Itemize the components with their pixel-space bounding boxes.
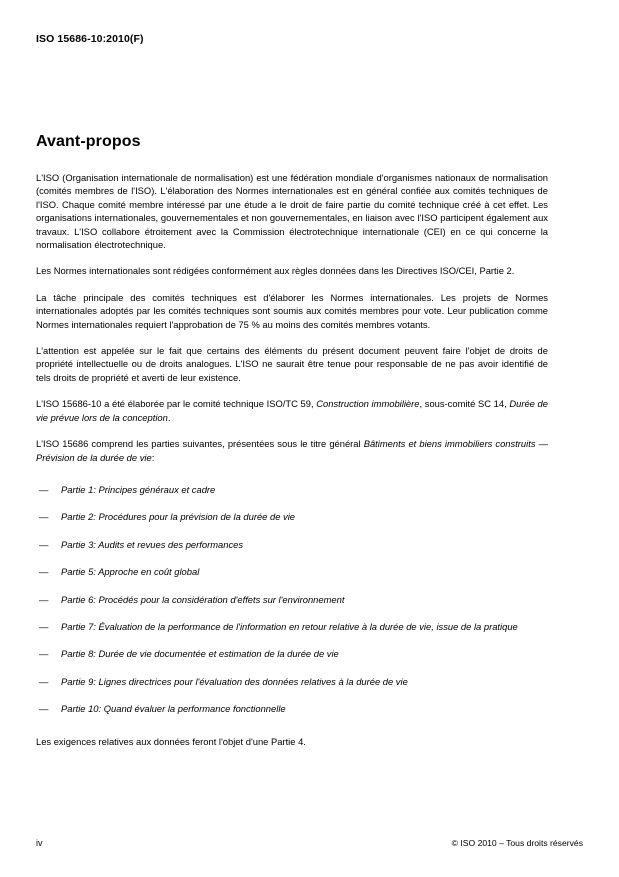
- paragraph-patent-rights: L'attention est appelée sur le fait que certains des éléments du présent document peuvent faire l'objet de droits de propriété intellectuelle ou de droits analogues. L'ISO ne saurait être tenue pour responsable de ne pas avoir identifié de tels droits de propriété et averti de leur existence.: [36, 345, 548, 383]
- em-dash-marker-icon: —: [39, 620, 49, 632]
- paragraph-iso-description: L'ISO (Organisation internationale de normalisation) est une fédération mondiale d'organismes nationaux de normalisation (comités membres de l'ISO). L'élaboration des Normes internationales est en général confiée aux comités techniques de l'ISO. Chaque comité membre intéressé par une étude a le droit de faire partie du comité technique créé à cet effet. Les organisations internationales, gouvernementales et non gouvernementales, en liaison avec l'ISO participent également aux travaux. L'ISO collabore étroitement avec la Commission électrotechnique internationale (CEI) en ce qui concerne la normalisation électrotechnique.: [36, 172, 548, 251]
- list-item-label: Partie 2: Procédures pour la prévision de la durée de vie: [61, 511, 295, 523]
- page-footer: [36, 838, 583, 848]
- committee-text-lead: L'ISO 15686-10 a été élaborée par le comité technique ISO/TC 59,: [36, 398, 317, 410]
- list-item: [36, 483, 548, 496]
- list-item: [36, 565, 548, 578]
- list-item-label: Partie 7: Évaluation de la performance de l'information en retour relative à la durée de vie, issue de la pratique: [61, 620, 518, 632]
- em-dash-marker-icon: —: [39, 703, 49, 715]
- running-header-standard-ref: ISO 15686-10:2010(F): [36, 33, 144, 45]
- page-title: Avant-propos: [36, 133, 141, 150]
- general-title-italic: Bâtiments et biens immobiliers construits — Prévision de la durée de vie: [36, 438, 548, 463]
- list-item: [36, 647, 548, 660]
- committee-title-italic: Construction immobilière: [316, 398, 420, 410]
- paragraph-voting: La tâche principale des comités techniques est d'élaborer les Normes internationales. Les projets de Normes internationales adoptés par les comités techniques sont soumis aux comités membres pour vote. Leur publication comme Normes internationales requiert l'approbation de 75 % au moins des comités membres votants.: [36, 291, 548, 330]
- list-item-label: Partie 1: Principes généraux et cadre: [61, 483, 216, 495]
- em-dash-marker-icon: —: [39, 593, 49, 605]
- subcommittee-title-italic: Durée de vie prévue lors de la conception: [36, 398, 548, 423]
- em-dash-marker-icon: —: [39, 648, 49, 660]
- list-item-label: Partie 3: Audits et revues des performances: [61, 538, 244, 550]
- list-item-label: Partie 8: Durée de vie documentée et estimation de la durée de vie: [61, 648, 339, 660]
- em-dash-marker-icon: —: [39, 566, 49, 578]
- paragraph-part4-note: Les exigences relatives aux données feront l'objet d'une Partie 4.: [36, 735, 306, 747]
- parts-intro-lead: L'ISO 15686 comprend les parties suivantes, présentées sous le titre général: [36, 438, 364, 450]
- em-dash-marker-icon: —: [39, 675, 49, 687]
- parts-intro-tail: :: [151, 451, 155, 463]
- committee-text-tail: .: [167, 411, 171, 423]
- document-content: [36, 133, 548, 748]
- list-item-label: Partie 10: Quand évaluer la performance fonctionnelle: [61, 703, 286, 715]
- list-item: [36, 675, 548, 688]
- list-item: [36, 593, 548, 606]
- paragraph-committee: [36, 397, 548, 424]
- list-item-label: Partie 5: Approche en coût global: [61, 566, 200, 578]
- list-item: [36, 702, 548, 715]
- committee-text-mid: , sous-comité SC 14,: [419, 398, 510, 410]
- em-dash-marker-icon: —: [39, 483, 49, 495]
- list-item: [36, 510, 548, 523]
- list-item: [36, 538, 548, 551]
- list-item-label: Partie 9: Lignes directrices pour l'évaluation des données relatives à la durée de vie: [61, 675, 408, 687]
- list-item: [36, 620, 548, 633]
- paragraph-parts-intro: [36, 437, 548, 464]
- em-dash-marker-icon: —: [39, 511, 49, 523]
- paragraph-directives: Les Normes internationales sont rédigées conformément aux règles données dans les Directives ISO/CEI, Partie 2.: [36, 265, 515, 277]
- copyright-notice: © ISO 2010 – Tous droits réservés: [451, 838, 583, 848]
- parts-list: [36, 483, 548, 716]
- page-number: iv: [36, 838, 43, 848]
- em-dash-marker-icon: —: [39, 538, 49, 550]
- list-item-label: Partie 6: Procédés pour la considération d'effets sur l'environnement: [61, 593, 345, 605]
